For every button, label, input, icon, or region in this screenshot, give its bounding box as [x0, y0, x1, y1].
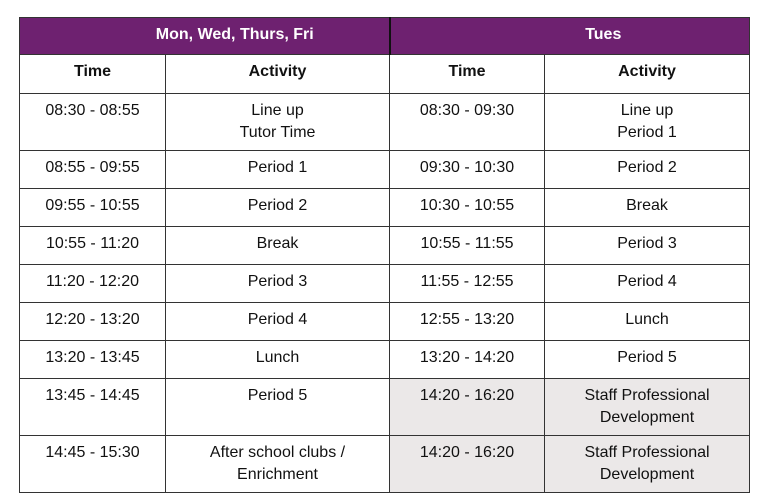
- table-row: [20, 151, 750, 189]
- left-time-cell: 09:55 - 10:55: [20, 189, 166, 227]
- left-activity-cell: Period 5: [166, 379, 390, 436]
- left-time-cell: 13:20 - 13:45: [20, 341, 166, 379]
- table-row: [20, 436, 750, 493]
- column-header-time-left: Time: [20, 55, 166, 94]
- column-header-row: [20, 55, 750, 94]
- left-time-cell: 10:55 - 11:20: [20, 227, 166, 265]
- header-tues: Tues: [390, 18, 750, 55]
- right-time-cell: 09:30 - 10:30: [390, 151, 545, 189]
- right-time-cell: 12:55 - 13:20: [390, 303, 545, 341]
- table-row: [20, 303, 750, 341]
- table-row: [20, 379, 750, 436]
- left-activity-cell: After school clubs / Enrichment: [166, 436, 390, 493]
- right-time-cell: 13:20 - 14:20: [390, 341, 545, 379]
- right-activity-cell: Staff Professional Development: [545, 379, 750, 436]
- table-row: [20, 189, 750, 227]
- right-time-cell: 14:20 - 16:20: [390, 379, 545, 436]
- right-activity-cell: Period 5: [545, 341, 750, 379]
- timetable: [19, 17, 750, 493]
- left-activity-cell: Period 1: [166, 151, 390, 189]
- right-activity-cell: Period 4: [545, 265, 750, 303]
- left-activity-cell: Period 4: [166, 303, 390, 341]
- left-activity-cell: Period 3: [166, 265, 390, 303]
- column-header-time-right: Time: [390, 55, 545, 94]
- left-activity-cell: Line up Tutor Time: [166, 94, 390, 151]
- left-activity-cell: Lunch: [166, 341, 390, 379]
- right-time-cell: 08:30 - 09:30: [390, 94, 545, 151]
- table-row: [20, 94, 750, 151]
- right-activity-cell: Staff Professional Development: [545, 436, 750, 493]
- column-header-activity-right: Activity: [545, 55, 750, 94]
- right-time-cell: 10:55 - 11:55: [390, 227, 545, 265]
- header-mon-wed-thurs-fri: Mon, Wed, Thurs, Fri: [20, 18, 390, 55]
- right-activity-cell: Line up Period 1: [545, 94, 750, 151]
- table-row: [20, 341, 750, 379]
- left-time-cell: 13:45 - 14:45: [20, 379, 166, 436]
- header-row: [20, 18, 750, 55]
- column-header-activity-left: Activity: [166, 55, 390, 94]
- left-time-cell: 12:20 - 13:20: [20, 303, 166, 341]
- left-time-cell: 11:20 - 12:20: [20, 265, 166, 303]
- left-time-cell: 08:30 - 08:55: [20, 94, 166, 151]
- left-activity-cell: Break: [166, 227, 390, 265]
- right-time-cell: 10:30 - 10:55: [390, 189, 545, 227]
- right-activity-cell: Break: [545, 189, 750, 227]
- right-activity-cell: Lunch: [545, 303, 750, 341]
- left-time-cell: 08:55 - 09:55: [20, 151, 166, 189]
- right-time-cell: 14:20 - 16:20: [390, 436, 545, 493]
- left-time-cell: 14:45 - 15:30: [20, 436, 166, 493]
- left-activity-cell: Period 2: [166, 189, 390, 227]
- table-row: [20, 265, 750, 303]
- right-activity-cell: Period 3: [545, 227, 750, 265]
- right-activity-cell: Period 2: [545, 151, 750, 189]
- table-row: [20, 227, 750, 265]
- right-time-cell: 11:55 - 12:55: [390, 265, 545, 303]
